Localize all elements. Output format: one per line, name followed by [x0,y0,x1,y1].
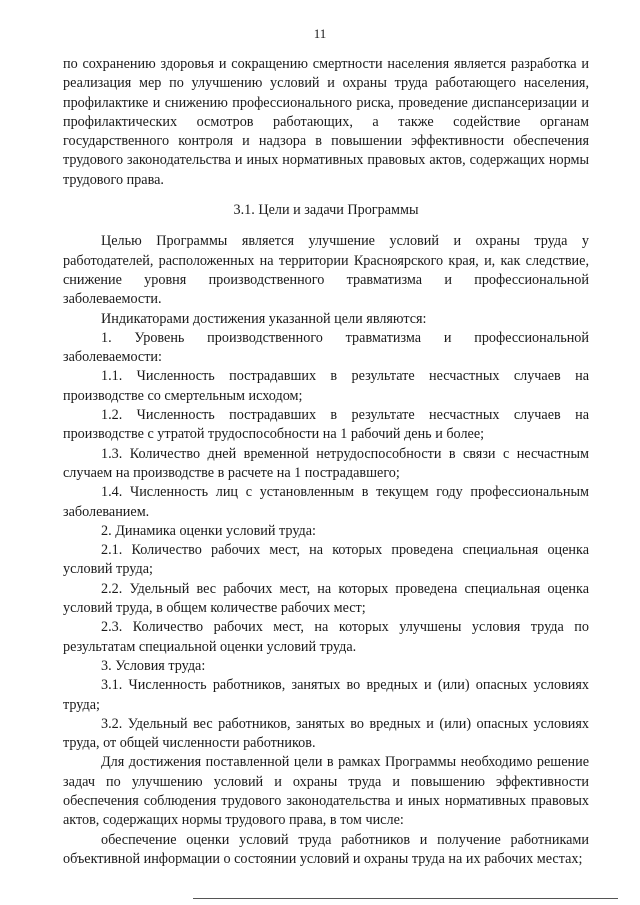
indicator-2-1: 2.1. Количество рабочих мест, на которых проведена специальная оценка условий труда; [63,542,589,578]
indicator-2-3: 2.3. Количество рабочих мест, на которых улучшены условия труда по результатам специальной оценки условий труда. [63,619,589,655]
indicator-1-4: 1.4. Численность лиц с установленным в текущем году профессиональным заболеванием. [63,484,589,520]
section-heading: 3.1. Цели и задачи Программы [233,202,419,219]
indicators-intro: Индикаторами достижения указанной цели являются: [101,310,427,327]
indicator-1-2: 1.2. Численность пострадавших в результате несчастных случаев на производстве с утратой трудоспособности на 1 рабочий день и более; [63,407,589,443]
tasks-paragraph: Для достижения поставленной цели в рамках Программы необходимо решение задач по улучшению условий и охраны труда и повышению эффективности обеспечения соблюдения трудового законодательства и иных нормативных правовых актов, содержащих нормы трудового права, в том числе: [63,754,589,829]
indicator-1-3: 1.3. Количество дней временной нетрудоспособности в связи с несчастным случаем на производстве в расчете на 1 пострадавшего; [63,445,589,481]
document-body [63,55,589,869]
indicator-2: 2. Динамика оценки условий труда: [101,522,316,539]
bottom-rule [193,898,618,899]
indicator-2-2: 2.2. Удельный вес рабочих мест, на которых проведена специальная оценка условий труда, в общем количестве рабочих мест; [63,580,589,617]
goal-paragraph: Целью Программы является улучшение условий и охраны труда у работодателей, расположенных на территории Красноярского края, и, как следствие, снижение уровня производственного травматизма и профессиональной заболеваемости. [63,233,589,308]
indicator-3-2: 3.2. Удельный вес работников, занятых во вредных и (или) опасных условиях труда, от общей численности работников. [63,715,589,752]
indicator-3-1: 3.1. Численность работников, занятых во вредных и (или) опасных условиях труда; [63,677,589,713]
task-item-1: обеспечение оценки условий труда работников и получение работниками объективной информации о состоянии условий и охраны труда на их рабочих местах; [63,831,589,867]
page-number: 11 [313,26,327,41]
indicator-1: 1. Уровень производственного травматизма и профессиональной заболеваемости: [63,329,589,366]
indicator-3: 3. Условия труда: [101,657,206,674]
intro-paragraph: по сохранению здоровья и сокращению смертности населения является разработка и реализация мер по улучшению условий и охраны труда работающего населения, профилактике и снижению профессионального риска, проведение диспансеризации и профилактических осмотров работающих, а также содействие органам государственного контроля и надзора в повышении эффективности обеспечения трудового законодательства и иных нормативных правовых актов, содержащих нормы трудового права. [63,56,589,188]
indicator-1-1: 1.1. Численность пострадавших в результате несчастных случаев на производстве со смертельным исходом; [63,368,589,404]
